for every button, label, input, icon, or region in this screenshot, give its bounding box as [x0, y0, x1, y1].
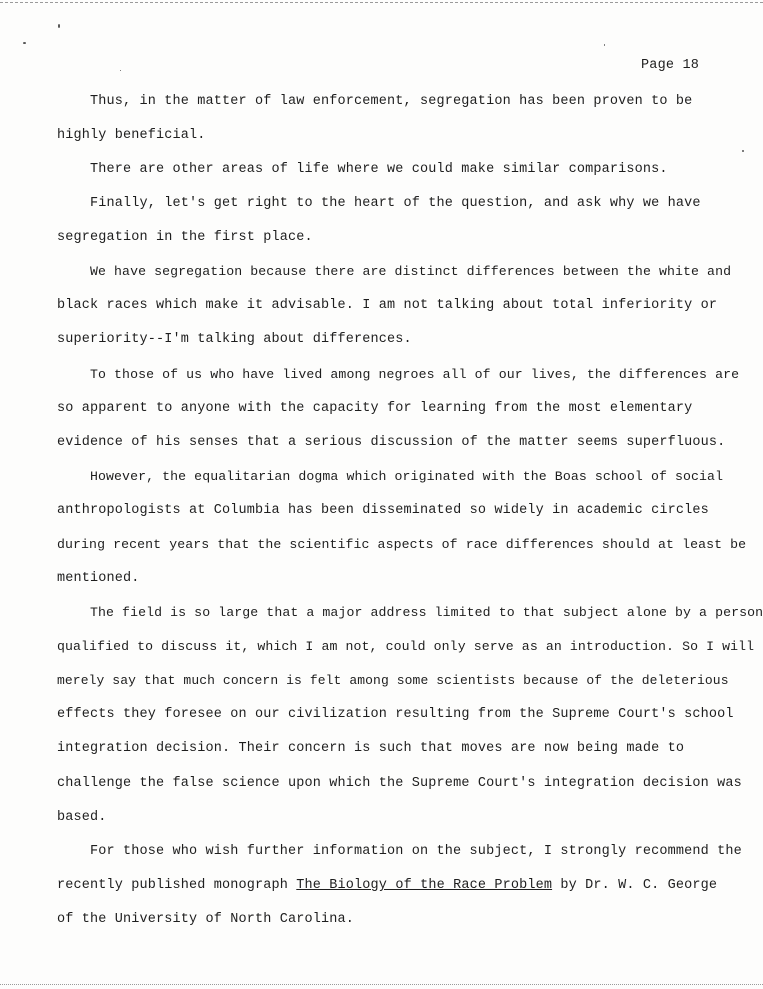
- scan-speck: [604, 44, 605, 46]
- text-line: To those of us who have lived among negroes all of our lives, the differences are: [90, 367, 740, 382]
- text-line: during recent years that the scientific aspects of race differences should at least be: [57, 537, 747, 552]
- text-line: merely say that much concern is felt among some scientists because of the deleterious: [57, 673, 729, 688]
- text-line: of the University of North Carolina.: [57, 912, 355, 927]
- text-line: based.: [57, 810, 107, 825]
- text-line-monograph: [57, 878, 717, 893]
- text-line: There are other areas of life where we could make similar comparisons.: [90, 162, 668, 177]
- text-line: evidence of his senses that a serious discussion of the matter seems superfluous.: [57, 435, 726, 450]
- text-line: We have segregation because there are distinct differences between the white and: [90, 264, 732, 279]
- book-title: The Biology of the Race Problem: [296, 878, 553, 893]
- text-line: mentioned.: [57, 571, 140, 586]
- bottom-border: [0, 984, 763, 985]
- text-line: segregation in the first place.: [57, 230, 313, 245]
- scan-speck: [742, 150, 744, 152]
- text-line: For those who wish further information on the subject, I strongly recommend the: [90, 844, 742, 859]
- text-segment: recently published monograph: [57, 878, 297, 893]
- text-line: However, the equalitarian dogma which originated with the Boas school of social: [90, 469, 724, 484]
- scan-speck: [120, 70, 121, 71]
- text-line: effects they foresee on our civilization resulting from the Supreme Court's school: [57, 707, 734, 722]
- text-line: integration decision. Their concern is such that moves are now being made to: [57, 741, 685, 756]
- text-line: Finally, let's get right to the heart of the question, and ask why we have: [90, 196, 701, 211]
- text-line: highly beneficial.: [57, 128, 206, 143]
- text-line: anthropologists at Columbia has been disseminated so widely in academic circles: [57, 503, 709, 518]
- scan-speck: [58, 24, 60, 28]
- text-line: qualified to discuss it, which I am not, could only serve as an introduction. So I will: [57, 639, 755, 654]
- text-segment: by Dr. W. C. George: [552, 878, 718, 893]
- text-line: The field is so large that a major address limited to that subject alone by a person: [90, 605, 763, 620]
- scan-speck: [23, 42, 26, 44]
- page-number: Page 18: [641, 58, 700, 73]
- text-line: Thus, in the matter of law enforcement, segregation has been proven to be: [90, 94, 693, 109]
- text-line: challenge the false science upon which the Supreme Court's integration decision was: [57, 776, 742, 791]
- text-line: superiority--I'm talking about differences.: [57, 332, 412, 347]
- text-line: so apparent to anyone with the capacity for learning from the most elementary: [57, 401, 693, 416]
- text-line: black races which make it advisable. I am not talking about total inferiority or: [57, 298, 718, 313]
- top-border: [0, 2, 763, 3]
